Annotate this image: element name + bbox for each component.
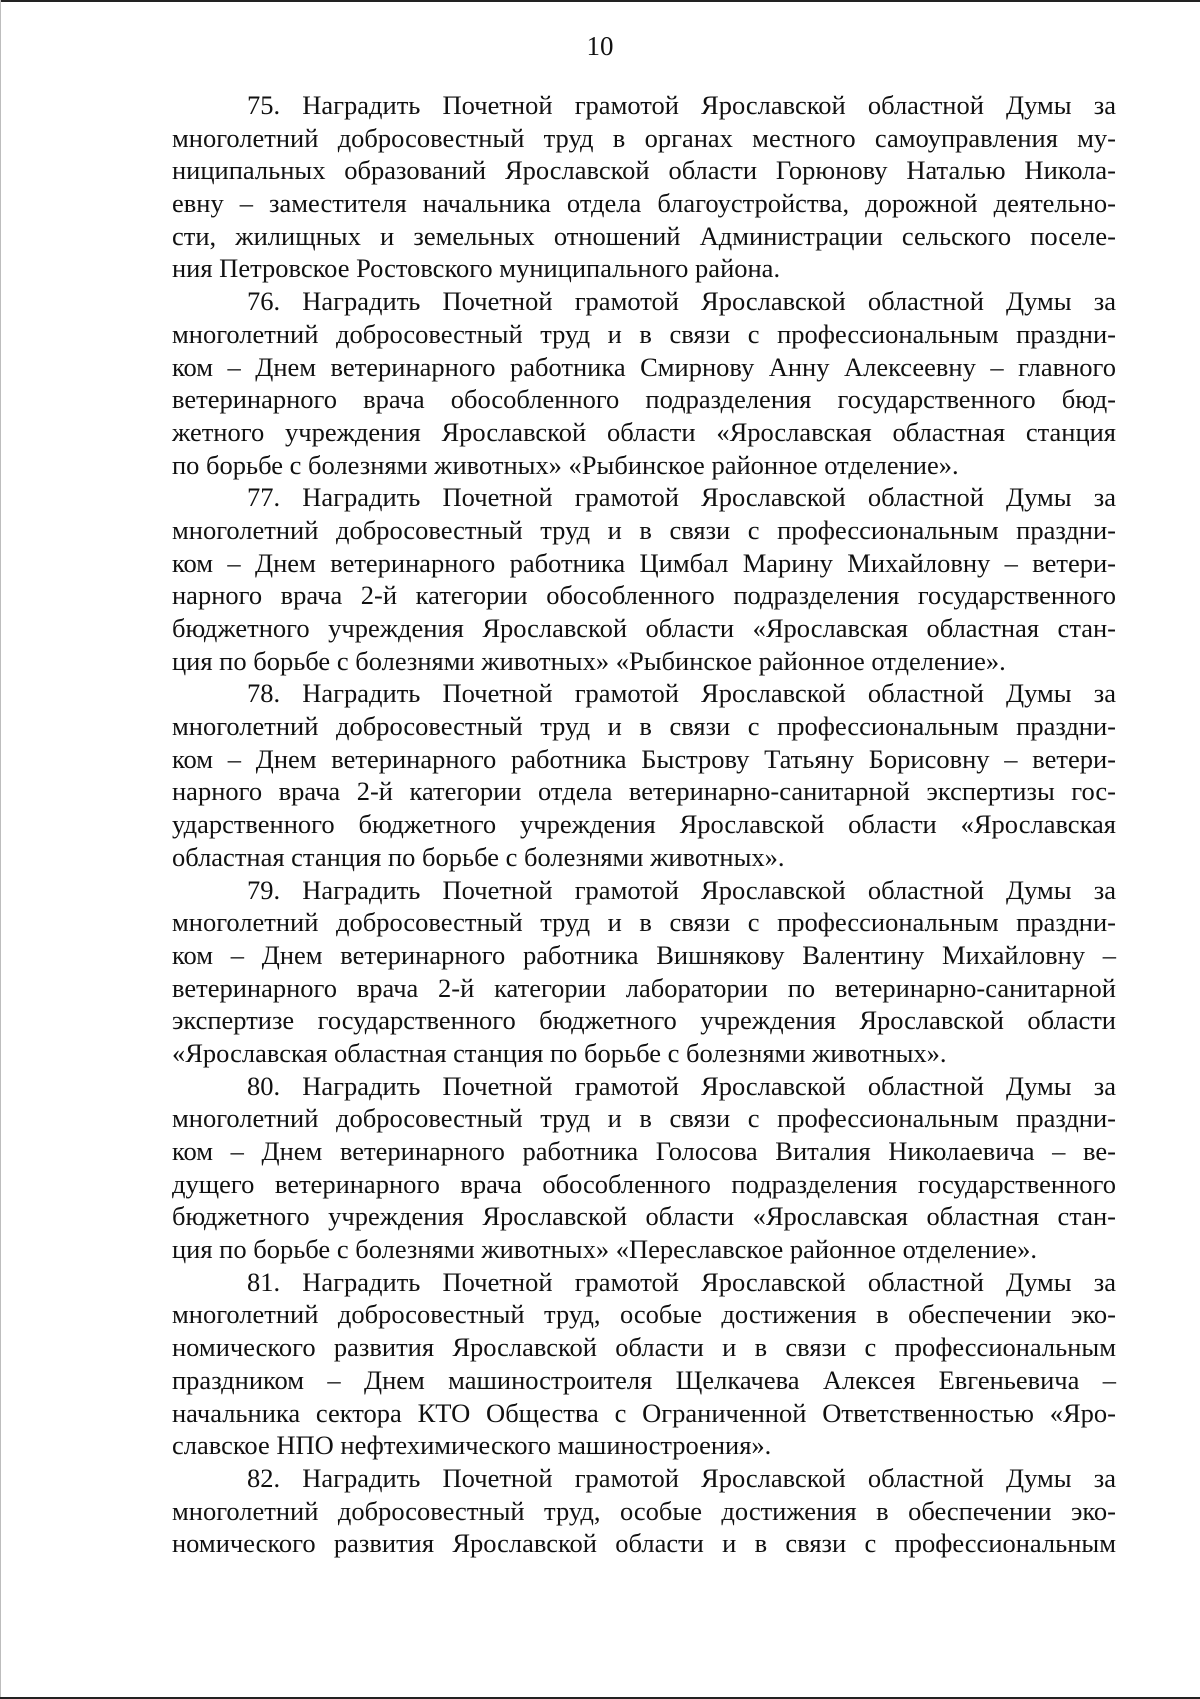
paragraph-line: многолетний добросовестный труд и в связи с профессиональным праздни- (172, 514, 1116, 545)
paragraph-line: многолетний добросовестный труд и в связи с профессиональным праздни- (172, 907, 1116, 938)
paragraph-81 (172, 1266, 1116, 1462)
document-body (172, 89, 1116, 1560)
paragraph-77 (172, 481, 1116, 677)
paragraph-line: дущего ветеринарного врача обособленного подразделения государственного (172, 1168, 1116, 1199)
paragraph-80 (172, 1070, 1116, 1266)
paragraph-line: евну – заместителя начальника отдела благоустройства, дорожной деятельно- (172, 188, 1116, 219)
paragraph-line: экспертизе государственного бюджетного учреждения Ярославской области (172, 1005, 1116, 1036)
paragraph-82 (172, 1462, 1116, 1560)
paragraph-line: 80. Наградить Почетной грамотой Ярославской областной Думы за (247, 1070, 1116, 1101)
paragraph-line: многолетний добросовестный труд и в связи с профессиональным праздни- (172, 1103, 1116, 1134)
paragraph-line: бюджетного учреждения Ярославской области «Ярославская областная стан- (172, 613, 1116, 643)
paragraph-line: ударственного бюджетного учреждения Ярославской области «Ярославская (172, 809, 1116, 840)
paragraph-line: 81. Наградить Почетной грамотой Ярославской областной Думы за (247, 1266, 1116, 1297)
paragraph-line: нарного врача 2-й категории отдела ветеринарно-санитарной экспертизы гос- (172, 776, 1116, 807)
paragraph-line: многолетний добросовестный труд в органах местного самоуправления му- (172, 122, 1116, 153)
paragraph-line: областная станция по борьбе с болезнями животных». (172, 841, 785, 872)
paragraph-line: ниципальных образований Ярославской области Горюнову Наталью Никола- (172, 155, 1116, 186)
paragraph-line: 77. Наградить Почетной грамотой Ярославской областной Думы за (247, 482, 1116, 513)
paragraph-line: ция по борьбе с болезнями животных» «Рыбинское районное отделение». (172, 645, 1006, 676)
paragraph-line: ния Петровское Ростовского муниципального района. (172, 253, 781, 284)
paragraph-line: многолетний добросовестный труд, особые достижения в обеспечении эко- (172, 1299, 1116, 1330)
paragraph-line: 75. Наградить Почетной грамотой Ярославской областной Думы за (247, 90, 1116, 120)
paragraph-line: ком – Днем ветеринарного работника Голосова Виталия Николаевича – ве- (172, 1136, 1116, 1166)
paragraph-line: 82. Наградить Почетной грамотой Ярославской областной Думы за (247, 1462, 1116, 1493)
paragraph-line: начальника сектора КТО Общества с Ограниченной Ответственностью «Яро- (172, 1397, 1116, 1428)
paragraph-line: жетного учреждения Ярославской области «Ярославская областная станция (172, 416, 1116, 447)
paragraph-78 (172, 677, 1116, 873)
paragraph-line: нарного врача 2-й категории обособленного подразделения государственного (172, 580, 1116, 611)
paragraph-line: номического развития Ярославской области и в связи с профессиональным (172, 1332, 1116, 1363)
paragraph-line: по борьбе с болезнями животных» «Рыбинское районное отделение». (172, 449, 959, 480)
paragraph-line: ком – Днем ветеринарного работника Смирнову Анну Алексеевну – главного (172, 351, 1116, 382)
paragraph-line: ком – Днем ветеринарного работника Быстрову Татьяну Борисовну – ветери- (172, 743, 1116, 774)
paragraph-line: 79. Наградить Почетной грамотой Ярославской областной Думы за (247, 874, 1116, 905)
paragraph-line: многолетний добросовестный труд и в связи с профессиональным праздни- (172, 318, 1116, 349)
paragraph-75 (172, 89, 1116, 285)
paragraph-line: ция по борьбе с болезнями животных» «Переславское районное отделение». (172, 1234, 1038, 1265)
paragraph-line: бюджетного учреждения Ярославской области «Ярославская областная стан- (172, 1201, 1116, 1232)
paragraph-line: «Ярославская областная станция по борьбе с болезнями животных». (172, 1037, 947, 1068)
paragraph-line: ветеринарного врача обособленного подразделения государственного бюд- (172, 384, 1116, 415)
paragraph-76 (172, 285, 1116, 481)
paragraph-79 (172, 874, 1116, 1070)
paragraph-line: славское НПО нефтехимического машиностроения». (172, 1430, 772, 1461)
paragraph-line: ветеринарного врача 2-й категории лаборатории по ветеринарно-санитарной (172, 972, 1116, 1003)
paragraph-line: 78. Наградить Почетной грамотой Ярославской областной Думы за (247, 678, 1116, 709)
paragraph-line: многолетний добросовестный труд и в связи с профессиональным праздни- (172, 711, 1116, 742)
scan-edge-top (0, 0, 1200, 2)
paragraph-line: ком – Днем ветеринарного работника Вишнякову Валентину Михайловну – (172, 939, 1116, 970)
paragraph-line: праздником – Днем машиностроителя Щелкачева Алексея Евгеньевича – (172, 1364, 1116, 1395)
scan-edge-left (0, 0, 1, 1699)
paragraph-line: ком – Днем ветеринарного работника Цимбал Марину Михайловну – ветери- (172, 547, 1116, 578)
paragraph-line: сти, жилищных и земельных отношений Администрации сельского поселе- (172, 220, 1116, 251)
page-number: 10 (586, 31, 614, 61)
paragraph-line: номического развития Ярославской области и в связи с профессиональным (172, 1528, 1116, 1559)
paragraph-line: многолетний добросовестный труд, особые достижения в обеспечении эко- (172, 1495, 1116, 1526)
paragraph-line: 76. Наградить Почетной грамотой Ярославской областной Думы за (247, 286, 1116, 317)
